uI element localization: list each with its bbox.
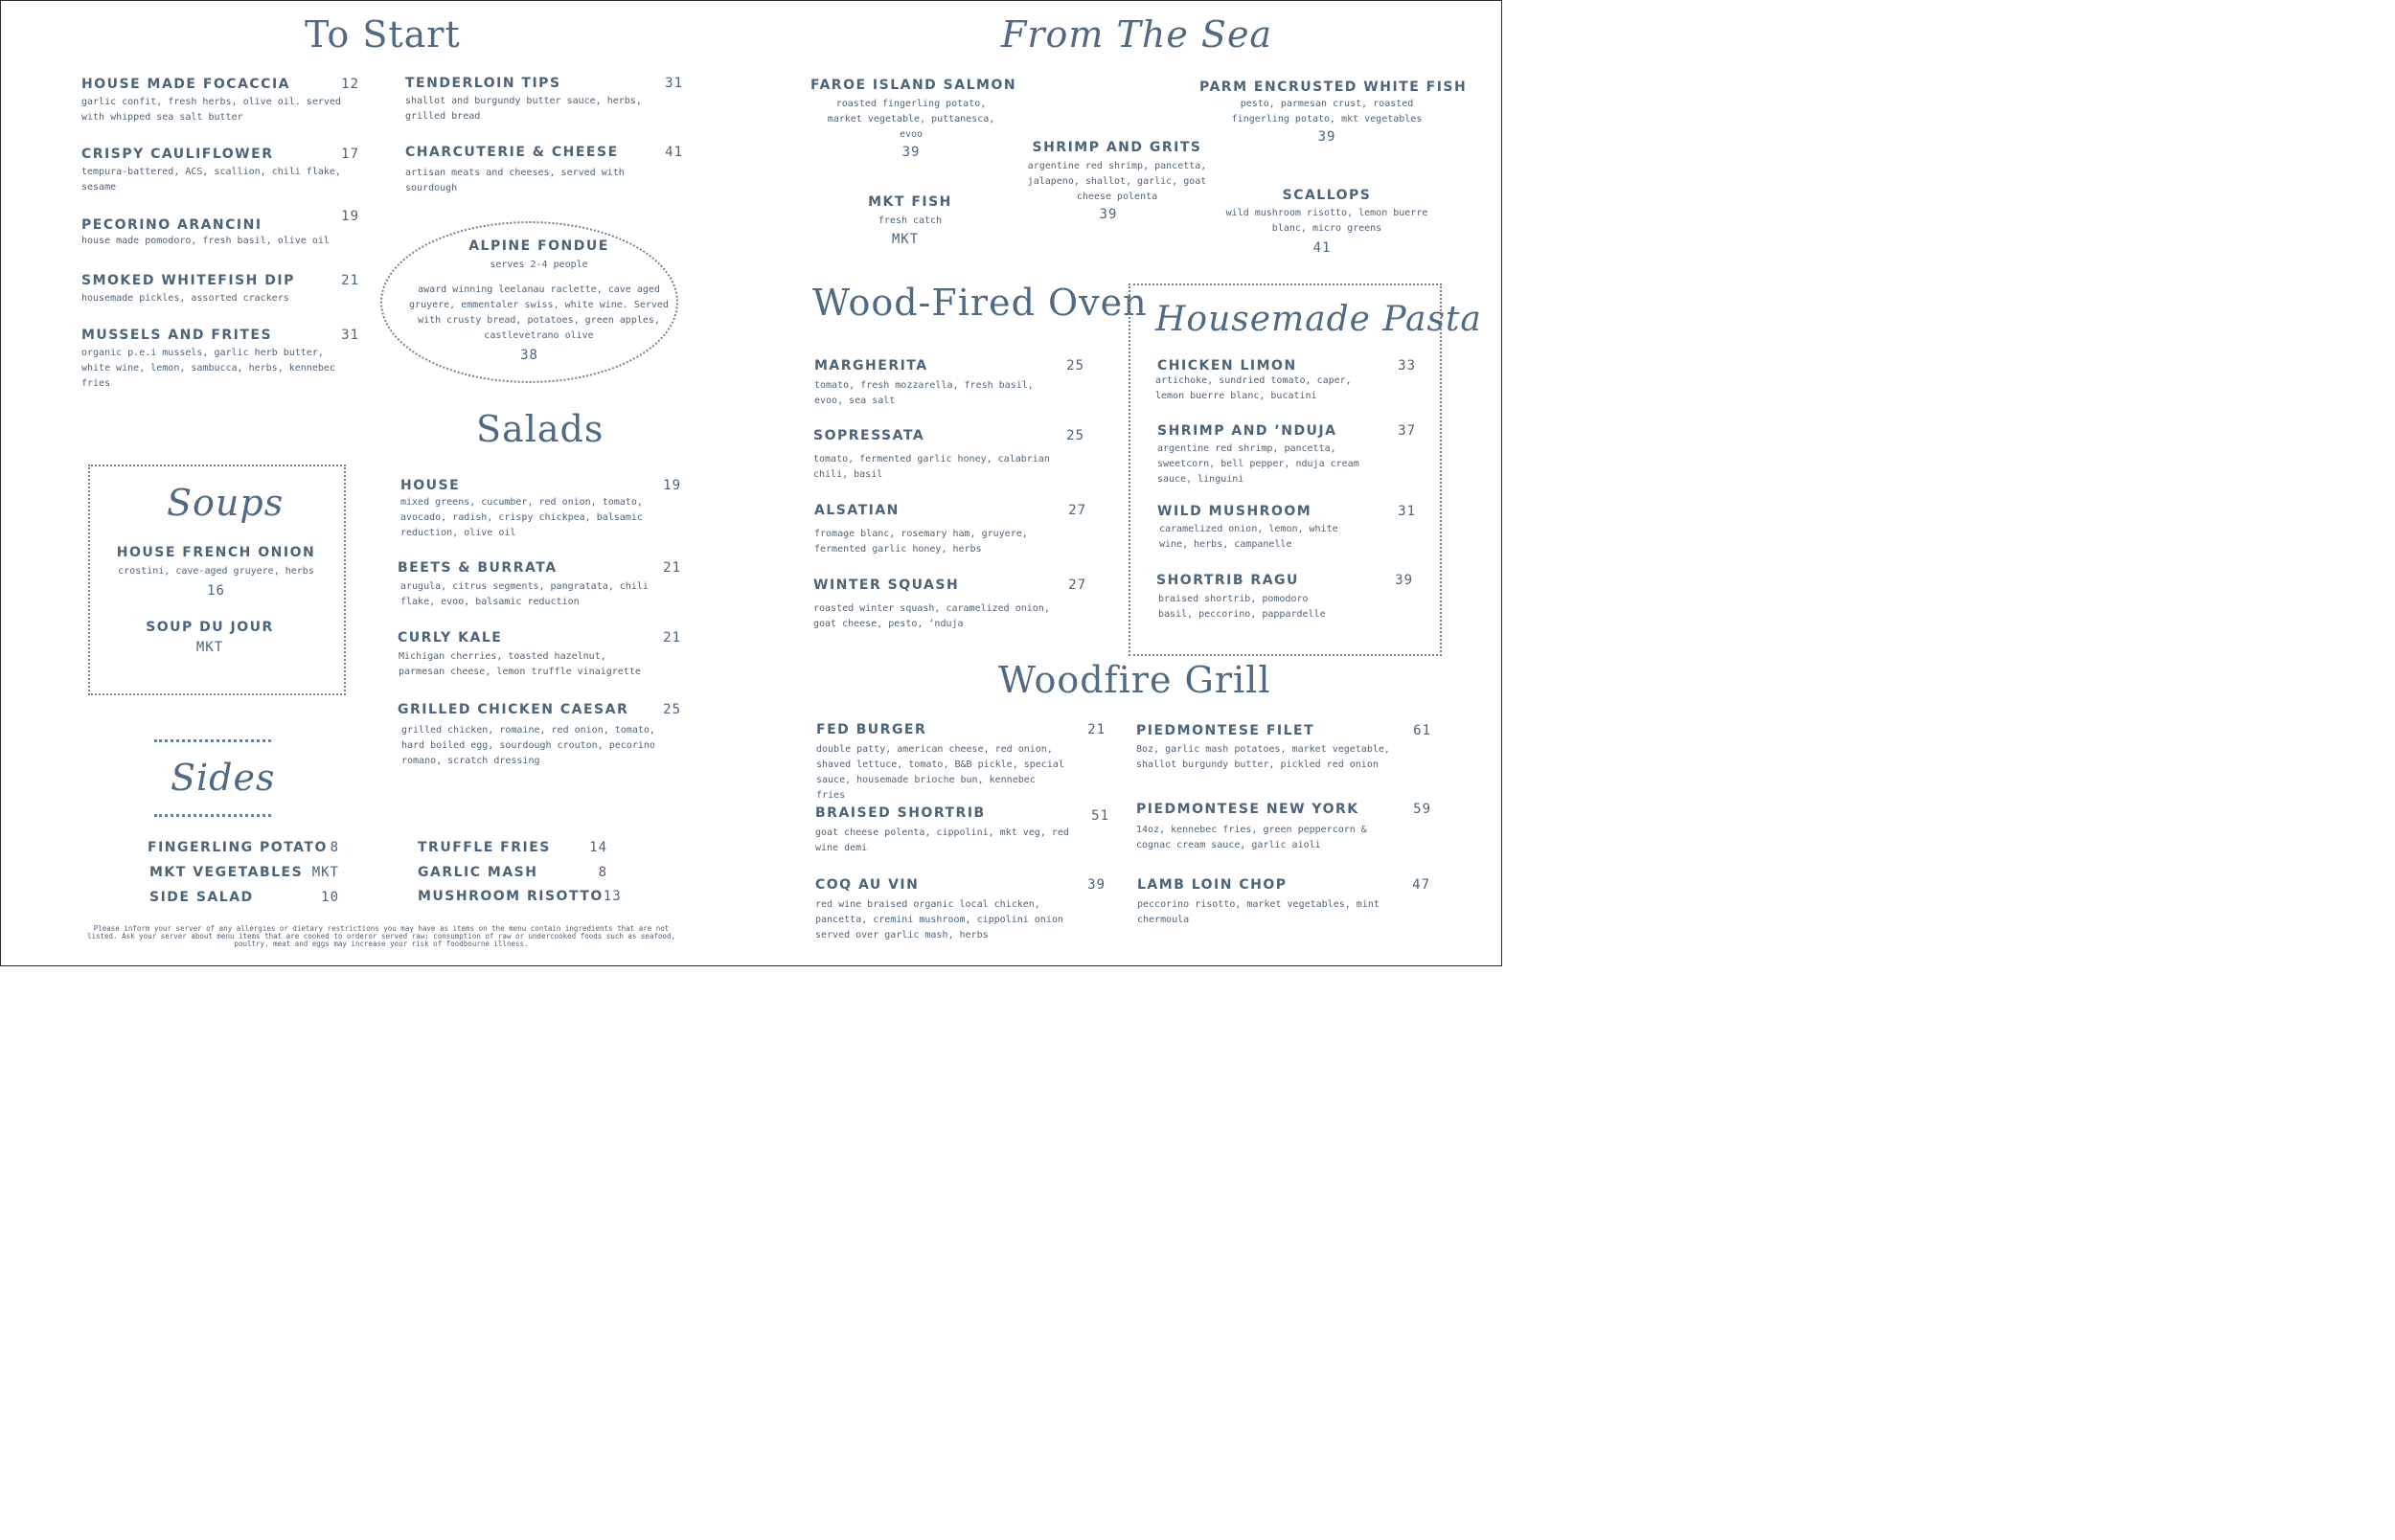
item-price: 21: [1087, 722, 1106, 737]
item-description: tomato, fresh mozzarella, fresh basil, evoo, sea salt: [814, 380, 1034, 406]
item-name: SOUP DU JOUR: [146, 620, 274, 635]
item-description: roasted winter squash, caramelized onion, goat cheese, pesto, ‘nduja: [813, 603, 1050, 629]
item-price: 10: [321, 890, 339, 905]
item-description: organic p.e.i mussels, garlic herb butter, white wine, lemon, sambucca, herbs, kennebec fries: [81, 348, 335, 389]
item-name: PIEDMONTESE NEW YORK: [1136, 802, 1359, 817]
item-description: argentine red shrimp, pancetta, jalapeno, shallot, garlic, goat cheese polenta: [1027, 161, 1207, 202]
sides-heading: Sides: [171, 757, 276, 799]
item-name: WINTER SQUASH: [813, 578, 960, 593]
item-name: FINGERLING POTATO: [148, 840, 328, 855]
item-price: 38: [520, 348, 538, 363]
list-item: [1199, 79, 1468, 145]
list-item: [418, 865, 607, 880]
item-price: 17: [341, 147, 359, 162]
item-name: CRISPY CAULIFLOWER: [81, 147, 274, 162]
list-item: [813, 428, 1084, 483]
list-item: [1136, 802, 1431, 853]
item-price: 19: [663, 478, 681, 493]
item-price: 61: [1413, 723, 1431, 738]
item-name: HOUSE FRENCH ONION: [116, 545, 316, 560]
list-item: [149, 890, 339, 905]
item-description: 14oz, kennebec fries, green peppercorn & cognac cream sauce, garlic aioli: [1136, 825, 1367, 850]
item-description: crostini, cave-aged gruyere, herbs: [118, 566, 314, 577]
item-description: fresh catch: [878, 215, 943, 226]
item-name: COQ AU VIN: [815, 877, 920, 893]
sides-divider-top: [154, 739, 271, 742]
allergy-disclaimer: Please inform your server of any allergies or dietary restrictions you may have as items on the menu contain ingredients that are not listed. Ask your server about menu items that are cooked to orderor served raw; consumption of raw or undercooked foods such as seafood, poultry, meat and eggs may increase your risk of foodbourne illness.: [86, 924, 676, 948]
item-name: SMOKED WHITEFISH DIP: [81, 273, 295, 288]
item-price: 27: [1068, 503, 1086, 518]
item-name: CHICKEN LIMON: [1157, 358, 1297, 374]
soups-heading: Soups: [167, 482, 285, 524]
item-description: braised shortrib, pomodoro basil, peccorino, pappardelle: [1158, 594, 1326, 620]
fondue-serves: serves 2-4 people: [490, 260, 588, 270]
list-item: [149, 865, 339, 880]
list-item: [814, 358, 1084, 409]
item-name: GRILLED CHICKEN CAESAR: [398, 702, 629, 717]
list-item: [814, 503, 1086, 557]
list-item: [81, 273, 359, 306]
item-price: 16: [207, 583, 225, 599]
item-description: red wine braised organic local chicken, pancetta, cremini mushroom, cippolini onion served over garlic mash, herbs: [815, 899, 1063, 940]
item-description: artichoke, sundried tomato, caper, lemon buerre blanc, bucatini: [1155, 375, 1352, 401]
item-name: GARLIC MASH: [418, 865, 538, 880]
item-name: SIDE SALAD: [149, 890, 254, 905]
list-item: [398, 630, 681, 680]
item-name: MUSSELS AND FRITES: [81, 328, 273, 343]
list-item: [148, 840, 339, 855]
list-item: [1136, 723, 1431, 773]
list-item: [815, 805, 1109, 856]
item-name: SHRIMP AND ’NDUJA: [1157, 423, 1337, 439]
list-item: [81, 147, 359, 195]
item-price: MKT: [195, 640, 224, 655]
item-name: TENDERLOIN TIPS: [405, 76, 561, 91]
item-price: 33: [1398, 358, 1416, 374]
item-description: arugula, citrus segments, pangratata, chili flake, evoo, balsamic reduction: [400, 581, 649, 607]
item-name: MKT FISH: [868, 194, 952, 210]
item-description: pesto, parmesan crust, roasted fingerling potato, mkt vegetables: [1231, 99, 1423, 125]
item-price: 39: [1087, 877, 1106, 893]
item-price: 25: [1066, 428, 1084, 443]
list-item: [815, 877, 1106, 943]
item-name: BRAISED SHORTRIB: [815, 805, 986, 821]
item-price: MKT: [311, 865, 339, 880]
woodfire-grill-heading: Woodfire Grill: [998, 659, 1271, 701]
item-description: housemade pickles, assorted crackers: [81, 293, 289, 304]
item-description: artisan meats and cheeses, served with sourdough: [405, 168, 625, 193]
list-item: [810, 78, 1017, 160]
item-description: grilled chicken, romaine, red onion, tomato, hard boiled egg, sourdough crouton, pecorino romano, scratch dressing: [401, 725, 655, 766]
item-name: CURLY KALE: [398, 630, 503, 645]
item-description: tempura-battered, ACS, scallion, chili flake, sesame: [81, 167, 341, 192]
list-item: [81, 328, 359, 392]
item-description: argentine red shrimp, pancetta, sweetcorn, bell pepper, nduja cream sauce, linguini: [1157, 443, 1359, 485]
item-name: LAMB LOIN CHOP: [1137, 877, 1288, 893]
list-item: [398, 702, 681, 769]
list-item: [1157, 358, 1416, 404]
item-name: FED BURGER: [816, 722, 927, 737]
item-price: 41: [665, 145, 683, 160]
list-item: [1021, 140, 1213, 222]
item-price: 21: [341, 273, 359, 288]
list-item: [405, 76, 683, 125]
item-price: 47: [1412, 877, 1430, 893]
list-item: [90, 545, 342, 599]
item-name: MARGHERITA: [814, 358, 928, 374]
list-item: [843, 194, 977, 247]
wood-fired-oven-heading: Wood-Fired Oven: [812, 282, 1148, 324]
item-name: ALPINE FONDUE: [468, 238, 609, 254]
item-description: caramelized onion, lemon, white wine, herbs, campanelle: [1159, 524, 1338, 550]
item-description: goat cheese polenta, cippolini, mkt veg, red wine demi: [815, 827, 1069, 853]
item-description: peccorino risotto, market vegetables, mint chermoula: [1137, 899, 1380, 925]
item-price: 21: [663, 630, 681, 645]
item-price: 8: [598, 865, 607, 880]
item-price: 27: [1068, 578, 1086, 593]
item-price: 25: [663, 702, 681, 717]
item-name: SOPRESSATA: [813, 428, 925, 443]
item-description: Michigan cherries, toasted hazelnut, parmesan cheese, lemon truffle vinaigrette: [399, 651, 641, 677]
from-the-sea-heading: From The Sea: [1001, 13, 1273, 56]
item-price: 37: [1398, 423, 1416, 439]
item-name: PARM ENCRUSTED WHITE FISH: [1199, 79, 1468, 95]
item-price: 41: [1312, 240, 1332, 256]
item-name: ALSATIAN: [814, 503, 900, 518]
item-name: PECORINO ARANCINI: [81, 217, 262, 233]
item-description: garlic confit, fresh herbs, olive oil. served with whipped sea salt butter: [81, 97, 341, 123]
list-item: [405, 145, 683, 196]
item-description: tomato, fermented garlic honey, calabrian chili, basil: [813, 454, 1050, 480]
item-price: 59: [1413, 802, 1431, 817]
list-item: [1137, 877, 1430, 928]
item-price: 31: [341, 328, 359, 343]
fondue-item: [402, 238, 675, 363]
item-description: shallot and burgundy butter sauce, herbs, grilled bread: [405, 96, 642, 122]
item-description: 8oz, garlic mash potatoes, market vegetable, shallot burgundy butter, pickled red onion: [1136, 744, 1390, 770]
to-start-heading: To Start: [305, 13, 461, 56]
item-name: HOUSE: [400, 478, 461, 493]
item-price: MKT: [891, 232, 920, 247]
item-name: TRUFFLE FRIES: [418, 840, 551, 855]
item-name: BEETS & BURRATA: [398, 560, 558, 576]
item-description: award winning leelanau raclette, cave aged gruyere, emmentaler swiss, white wine. Served with crusty bread, potatoes, green apples, castlevetrano olive: [409, 284, 669, 341]
item-price: 19: [341, 209, 359, 224]
item-price: 31: [665, 76, 683, 91]
list-item: [418, 889, 622, 904]
item-description: wild mushroom risotto, lemon buerre blanc, micro greens: [1225, 208, 1428, 234]
sides-divider-bottom: [154, 814, 271, 817]
list-item: [1156, 573, 1413, 623]
item-name: MUSHROOM RISOTTO: [418, 889, 604, 904]
item-price: 25: [1066, 358, 1084, 374]
item-price: 31: [1398, 504, 1416, 519]
list-item: [81, 77, 359, 125]
item-price: 39: [901, 145, 921, 160]
item-price: 13: [603, 889, 622, 904]
item-price: 51: [1091, 808, 1109, 824]
list-item: [418, 840, 607, 855]
item-name: MKT VEGETABLES: [149, 865, 304, 880]
item-price: 14: [589, 840, 607, 855]
list-item: [816, 722, 1106, 804]
item-name: CHARCUTERIE & CHEESE: [405, 145, 619, 160]
item-name: SCALLOPS: [1282, 188, 1372, 203]
list-item: [1157, 423, 1416, 487]
item-name: WILD MUSHROOM: [1157, 504, 1312, 519]
item-description: roasted fingerling potato, market vegetable, puttanesca, evoo: [827, 99, 995, 140]
item-price: 39: [1317, 129, 1336, 145]
salads-heading: Salads: [476, 408, 604, 450]
item-price: 8: [330, 840, 339, 855]
list-item: [81, 209, 359, 249]
list-item: [400, 478, 681, 541]
item-description: house made pomodoro, fresh basil, olive oil: [81, 236, 330, 246]
housemade-pasta-heading: Housemade Pasta: [1155, 300, 1482, 339]
item-price: 39: [1099, 207, 1118, 222]
item-name: SHRIMP AND GRITS: [1032, 140, 1202, 155]
list-item: [813, 578, 1086, 632]
item-price: 39: [1395, 573, 1413, 588]
item-name: HOUSE MADE FOCACCIA: [81, 77, 290, 92]
item-price: 21: [663, 560, 681, 576]
item-description: fromage blanc, rosemary ham, gruyere, fermented garlic honey, herbs: [814, 529, 1028, 555]
item-price: 12: [341, 77, 359, 92]
item-name: SHORTRIB RAGU: [1156, 573, 1299, 588]
item-description: mixed greens, cucumber, red onion, tomato, avocado, radish, crispy chickpea, balsamic reduction, olive oil: [400, 497, 643, 538]
list-item: [398, 560, 681, 610]
item-name: FAROE ISLAND SALMON: [810, 78, 1017, 93]
item-description: double patty, american cheese, red onion, shaved lettuce, tomato, B&B pickle, special sauce, housemade brioche bun, kennebec fries: [816, 744, 1064, 801]
list-item: [1222, 188, 1431, 256]
list-item: [1157, 504, 1416, 553]
list-item: [90, 620, 330, 655]
item-name: PIEDMONTESE FILET: [1136, 723, 1315, 738]
